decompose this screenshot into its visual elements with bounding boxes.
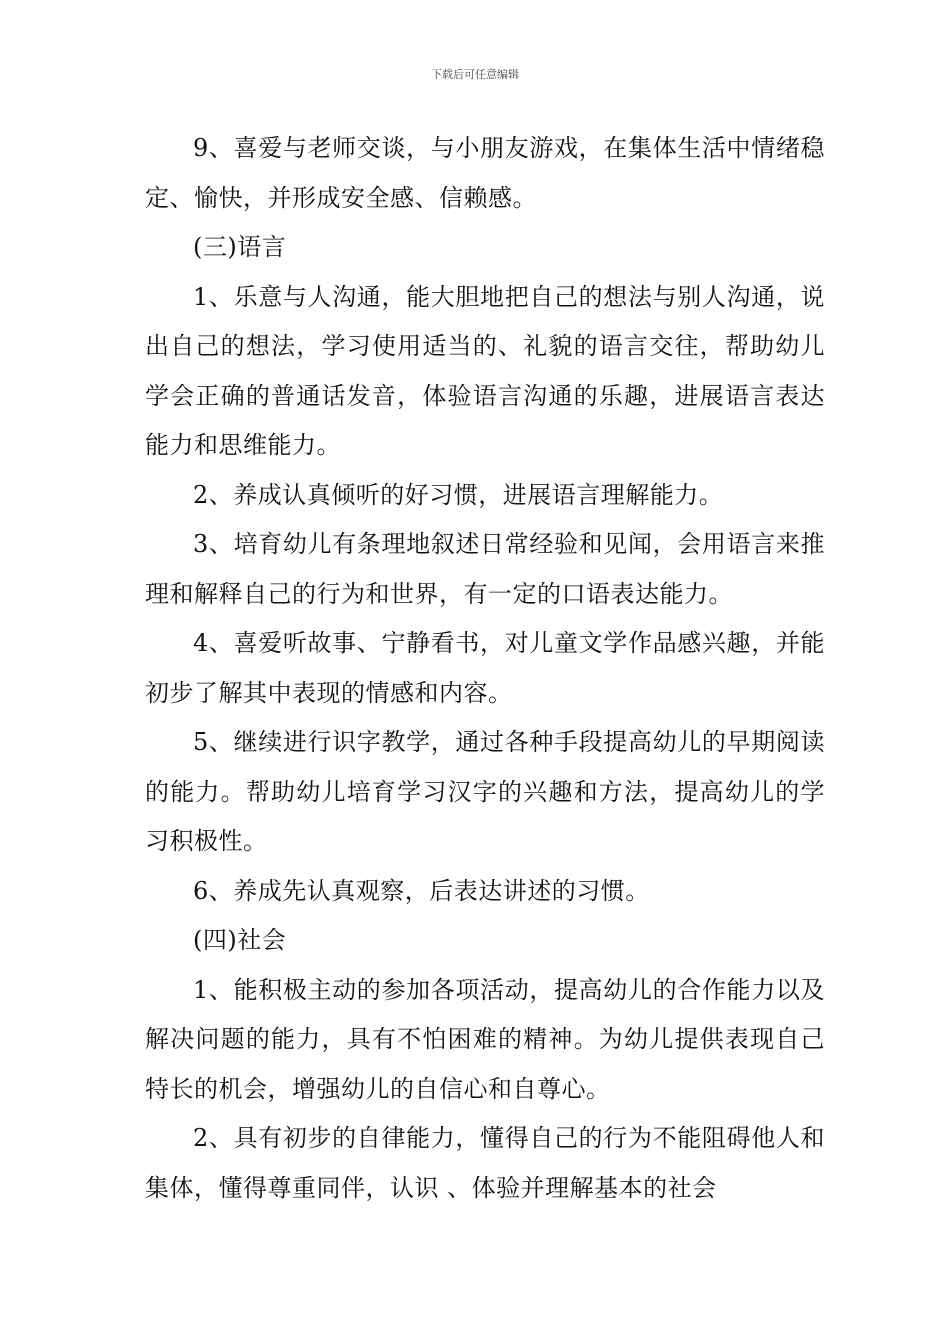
section-heading: (三)语言 [193, 233, 287, 261]
paragraph: 2、具有初步的自律能力，懂得自己的行为不能阻碍他人和集体，懂得尊重同伴，认识 、体验并理解基本的社会 [145, 1124, 825, 1202]
paragraph: 9、喜爱与老师交谈，与小朋友游戏，在集体生活中情绪稳定、愉快，并形成安全感、信赖感。 [145, 134, 825, 212]
paragraph: 6、养成先认真观察，后表达讲述的习惯。 [193, 876, 650, 905]
paragraph: 3、培育幼儿有条理地叙述日常经验和见闻，会用语言来推理和解释自己的行为和世界，有一定的口语表达能力。 [145, 530, 825, 608]
document-body [145, 124, 825, 1213]
paragraph: 2、养成认真倾听的好习惯，进展语言理解能力。 [193, 480, 724, 509]
paragraph: 1、乐意与人沟通，能大胆地把自己的想法与别人沟通，说出自己的想法，学习使用适当的、礼貌的语言交往，帮助幼儿学会正确的普通话发音，体验语言沟通的乐趣，进展语言表达能力和思维能力。 [145, 282, 825, 459]
paragraph: 4、喜爱听故事、宁静看书，对儿童文学作品感兴趣，并能初步了解其中表现的情感和内容。 [145, 629, 825, 707]
paragraph: 5、继续进行识字教学，通过各种手段提高幼儿的早期阅读的能力。帮助幼儿培育学习汉字的兴趣和方法，提高幼儿的学习积极性。 [145, 728, 825, 855]
page-header: 下载后可任意编辑 [431, 68, 519, 81]
section-heading: (四)社会 [193, 926, 287, 954]
paragraph: 1、能积极主动的参加各项活动，提高幼儿的合作能力以及解决问题的能力，具有不怕困难的精神。为幼儿提供表现自己特长的机会，增强幼儿的自信心和自尊心。 [145, 975, 825, 1103]
